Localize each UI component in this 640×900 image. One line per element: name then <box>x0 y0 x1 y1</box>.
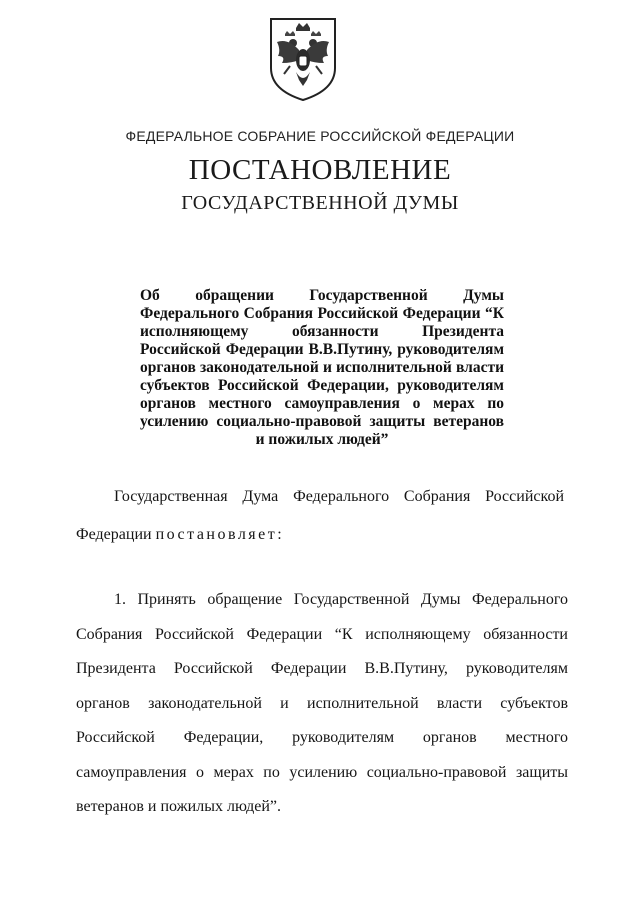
document-type: ПОСТАНОВЛЕНИЕ <box>188 154 452 186</box>
document-subject: Об обращении Государственной Думы Федерального Собрания Российской Федерации “К исполняющему обязанности Президента Российской Федерации В.В.Путину, руководителям органов законодательной и исполнительной власти субъектов Российской Федерации, руководителям органов местного самоуправления о мерах по усилению социально-правовой защиты ветеранов и пожилых людей” <box>140 287 504 448</box>
item-number: 1. <box>114 591 126 608</box>
preamble-text: Государственная Дума Федерального Собрания Российской Федерации <box>76 488 564 543</box>
item-text: Принять обращение Государственной Думы Федерального Собрания Российской Федерации “К исполняющему обязанности Президента Российской Федерации В.В.Путину, руководителям органов законодательной и исполнительной власти субъектов Российской Федерации, руководителям органов местного самоуправления о мерах по усилению социально-правовой защиты ветеранов и пожилых людей”. <box>76 591 569 815</box>
preamble <box>76 478 564 554</box>
russian-coat-of-arms-icon <box>268 16 338 102</box>
issuing-body: ГОСУДАРСТВЕННОЙ ДУМЫ <box>181 192 459 214</box>
organization-name: ФЕДЕРАЛЬНОЕ СОБРАНИЕ РОССИЙСКОЙ ФЕДЕРАЦИИ <box>125 128 515 144</box>
preamble-verb: постановляет: <box>155 526 285 543</box>
resolution-item <box>76 583 568 825</box>
